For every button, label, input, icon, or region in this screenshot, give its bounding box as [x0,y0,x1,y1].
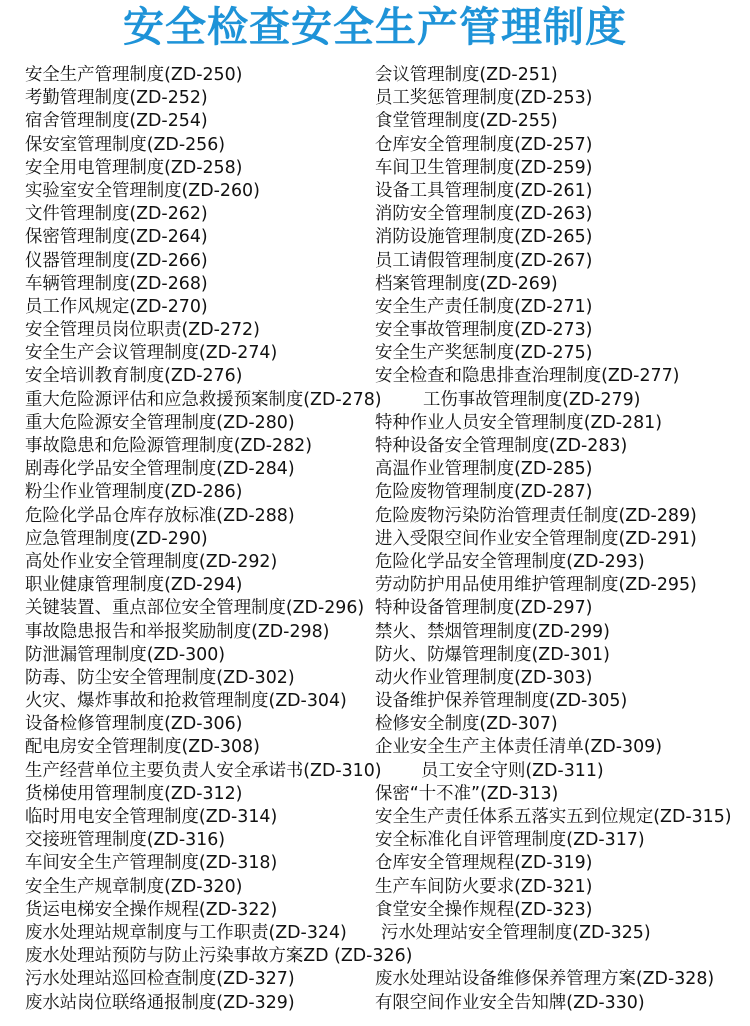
list-item-right: 废水处理站设备维修保养管理方案(ZD-328) [375,969,715,990]
list-item-left: 车辆管理制度(ZD-268) [25,273,208,294]
list-item-left: 职业健康管理制度(ZD-294) [25,575,243,596]
list-item-left: 剧毒化学品安全管理制度(ZD-284) [25,459,295,480]
list-item-left: 重大危险源评估和应急救援预案制度(ZD-278) [25,389,382,410]
list-item-right: 食堂管理制度(ZD-255) [375,111,558,132]
list-item-left: 重大危险源安全管理制度(ZD-280) [25,412,295,433]
list-row [0,760,750,783]
list-item-left: 保安室管理制度(ZD-256) [25,134,226,155]
list-item-right: 安全生产责任体系五落实五到位规定(ZD-315) [375,807,732,827]
list-item-right: 有限空间作业安全告知牌(ZD-330) [375,992,645,1013]
list-row [0,667,750,690]
list-item-right: 安全事故管理制度(ZD-273) [375,320,593,341]
list-item-left: 员工作风规定(ZD-270) [25,296,208,317]
list-item-left: 关键装置、重点部位安全管理制度(ZD-296) [25,598,365,619]
list-item-left: 安全培训教育制度(ZD-276) [25,366,243,387]
list-row [0,644,750,667]
list-row [0,551,750,574]
list-item-right: 消防安全管理制度(ZD-263) [375,204,593,225]
list-item-right: 消防设施管理制度(ZD-265) [375,227,593,248]
list-item-right: 食堂安全操作规程(ZD-323) [375,899,593,920]
list-item-left: 交接班管理制度(ZD-316) [25,830,226,851]
list-item-right: 安全生产奖惩制度(ZD-275) [375,343,593,364]
list-item-left: 仪器管理制度(ZD-266) [25,250,208,271]
list-item-right: 仓库安全管理制度(ZD-257) [375,134,593,155]
list-item-left: 考勤管理制度(ZD-252) [25,88,208,109]
list-row [0,435,750,458]
list-row [0,829,750,852]
list-item-right: 禁火、禁烟管理制度(ZD-299) [375,621,610,642]
list-row [0,783,750,806]
list-row [0,597,750,620]
list-item-right: 特种作业人员安全管理制度(ZD-281) [375,412,663,433]
list-item-right: 危险废物污染防治管理责任制度(ZD-289) [375,505,697,526]
list-row [0,852,750,875]
list-item-right: 仓库安全管理规程(ZD-319) [375,853,593,874]
list-item-left: 防泄漏管理制度(ZD-300) [25,644,226,665]
list-item-left: 火灾、爆炸事故和抢救管理制度(ZD-304) [25,691,347,712]
list-item-left: 安全生产会议管理制度(ZD-274) [25,343,278,364]
list-row [0,922,750,945]
list-item-right: 危险化学品安全管理制度(ZD-293) [375,551,645,572]
list-row [0,992,750,1015]
list-item-left: 废水处理站规章制度与工作职责(ZD-324) [25,922,347,943]
list-item-left: 文件管理制度(ZD-262) [25,204,208,225]
list-item-right: 安全检查和隐患排查治理制度(ZD-277) [375,366,680,387]
list-item-right: 特种设备安全管理制度(ZD-283) [375,436,628,456]
list-row [0,110,750,133]
list-item-right: 员工请假管理制度(ZD-267) [375,250,593,271]
list-row [0,968,750,991]
list-row [0,412,750,435]
list-item-right: 进入受限空间作业安全管理制度(ZD-291) [375,528,697,549]
list-item-right: 会议管理制度(ZD-251) [375,65,558,85]
list-item-left: 安全管理员岗位职责(ZD-272) [25,320,260,341]
list-row [0,713,750,736]
list-item-right: 危险废物管理制度(ZD-287) [375,482,593,503]
list-item-left: 安全生产管理制度(ZD-250) [25,65,243,85]
list-item-right: 污水处理站安全管理制度(ZD-325) [381,922,651,943]
list-item-left: 车间安全生产管理制度(ZD-318) [25,853,278,874]
list-item-left: 实验室安全管理制度(ZD-260) [25,180,260,201]
list-row [0,203,750,226]
list-item-left: 事故隐患和危险源管理制度(ZD-282) [25,436,313,456]
list-item-left: 安全生产规章制度(ZD-320) [25,876,243,897]
list-item-left: 废水处理站预防与防止污染事故方案ZD (ZD-326) [25,946,413,967]
list-item-left: 废水站岗位联络通报制度(ZD-329) [25,992,295,1013]
list-row [0,365,750,388]
list-row [0,806,750,829]
list-row [0,458,750,481]
list-row [0,157,750,180]
list-item-left: 安全用电管理制度(ZD-258) [25,157,243,178]
list-row [0,87,750,110]
list-item-left: 粉尘作业管理制度(ZD-286) [25,482,243,503]
list-item-right: 保密“十不准”(ZD-313) [375,783,559,804]
list-item-left: 生产经营单位主要负责人安全承诺书(ZD-310) [25,760,382,781]
list-item-right: 工伤事故管理制度(ZD-279) [423,389,641,410]
list-item-left: 临时用电安全管理制度(ZD-314) [25,807,278,827]
list-row [0,505,750,528]
list-item-right: 员工安全守则(ZD-311) [421,760,604,781]
list-item-right: 设备维护保养管理制度(ZD-305) [375,691,628,712]
list-item-left: 高处作业安全管理制度(ZD-292) [25,551,278,572]
document-list [0,64,750,1015]
list-item-right: 设备工具管理制度(ZD-261) [375,180,593,201]
list-item-right: 员工奖惩管理制度(ZD-253) [375,88,593,109]
list-item-left: 设备检修管理制度(ZD-306) [25,714,243,735]
list-row [0,226,750,249]
list-row [0,250,750,273]
list-row [0,481,750,504]
list-item-right: 高温作业管理制度(ZD-285) [375,459,593,480]
list-item-right: 防火、防爆管理制度(ZD-301) [375,644,610,665]
page-title: 安全检查安全生产管理制度 [123,3,627,51]
list-item-right: 动火作业管理制度(ZD-303) [375,667,593,688]
list-item-left: 污水处理站巡回检查制度(ZD-327) [25,969,295,990]
list-item-right: 生产车间防火要求(ZD-321) [375,876,593,897]
list-row [0,899,750,922]
list-row [0,273,750,296]
list-row [0,389,750,412]
list-row [0,876,750,899]
list-item-right: 特种设备管理制度(ZD-297) [375,598,593,619]
list-row [0,296,750,319]
list-row [0,574,750,597]
list-row [0,64,750,87]
list-row [0,180,750,203]
list-item-right: 检修安全制度(ZD-307) [375,714,558,735]
list-row [0,528,750,551]
list-item-right: 企业安全生产主体责任清单(ZD-309) [375,737,663,758]
list-item-left: 事故隐患报告和举报奖励制度(ZD-298) [25,621,330,642]
list-item-right: 档案管理制度(ZD-269) [375,273,558,294]
list-row [0,319,750,342]
list-item-left: 货运电梯安全操作规程(ZD-322) [25,899,278,920]
list-item-right: 安全生产责任制度(ZD-271) [375,296,593,317]
list-item-left: 危险化学品仓库存放标准(ZD-288) [25,505,295,526]
list-item-right: 安全标准化自评管理制度(ZD-317) [375,830,645,851]
list-row [0,621,750,644]
list-item-left: 宿舍管理制度(ZD-254) [25,111,208,132]
list-row [0,945,750,968]
list-item-left: 保密管理制度(ZD-264) [25,227,208,248]
list-item-left: 防毒、防尘安全管理制度(ZD-302) [25,667,295,688]
list-row [0,134,750,157]
list-item-left: 配电房安全管理制度(ZD-308) [25,737,260,758]
list-item-right: 劳动防护用品使用维护管理制度(ZD-295) [375,575,697,596]
list-item-right: 车间卫生管理制度(ZD-259) [375,157,593,178]
list-row [0,690,750,713]
list-item-left: 货梯使用管理制度(ZD-312) [25,783,243,804]
list-item-left: 应急管理制度(ZD-290) [25,528,208,549]
list-row [0,342,750,365]
list-row [0,736,750,759]
